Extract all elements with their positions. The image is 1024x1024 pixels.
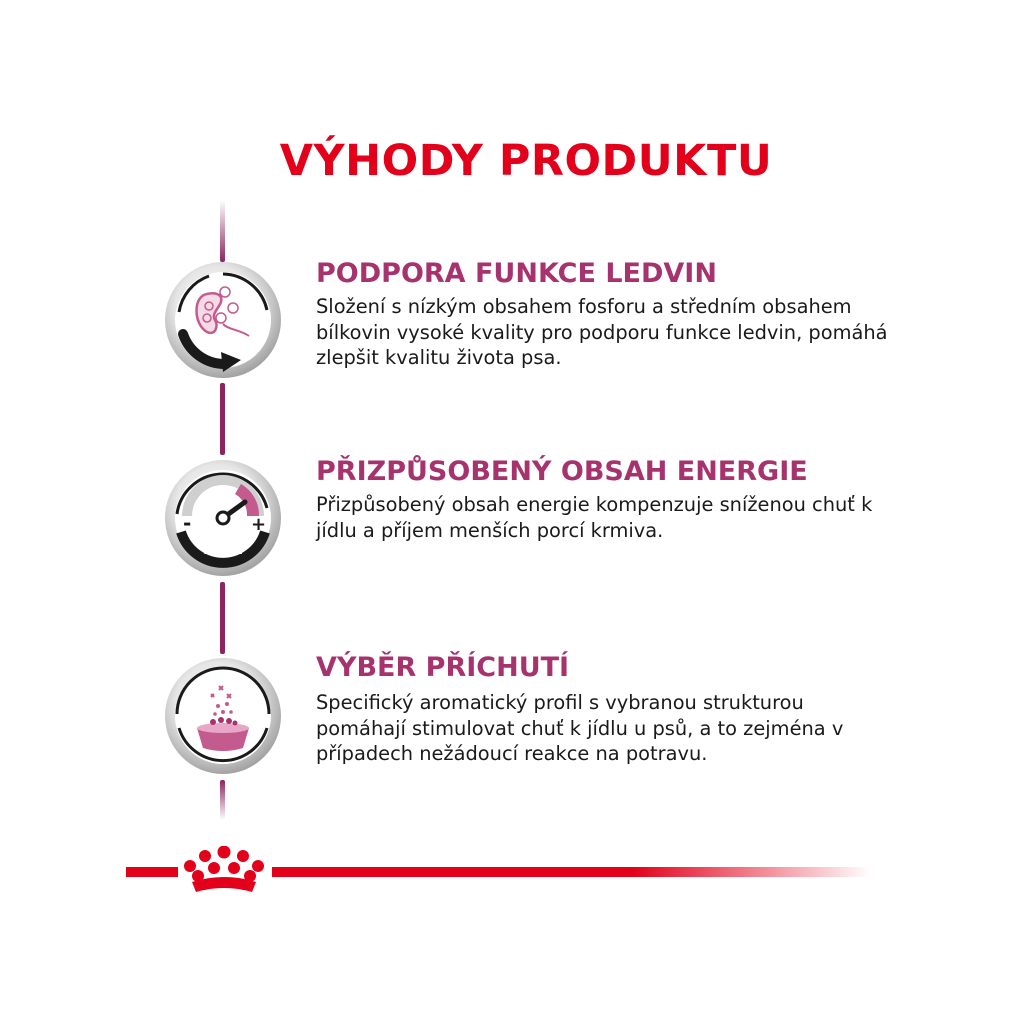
text-line: případech nežádoucí reakce na potravu. xyxy=(316,742,708,765)
text-line: jídlu a příjem menších porcí krmiva. xyxy=(316,518,664,542)
plus-sign: + xyxy=(251,514,267,535)
benefit-text-kidney xyxy=(316,294,916,371)
timeline-line-top xyxy=(220,200,225,262)
benefit-title-energy: PŘIZPŮSOBENÝ OBSAH ENERGIE xyxy=(316,456,808,487)
benefit-text-energy xyxy=(316,492,916,543)
text-line: pomáhají stimulovat chuť k jídlu u psů, a to zejména v xyxy=(316,716,844,740)
food-bowl-aroma-icon xyxy=(163,656,283,776)
timeline-line-bottom xyxy=(220,780,225,820)
timeline-line-segment xyxy=(220,582,225,654)
text-line: bílkovin vysoké kvality pro podporu funkce ledvin, pomáhá xyxy=(316,320,888,344)
timeline-line-segment xyxy=(220,383,225,455)
text-line: Přizpůsobený obsah energie kompenzuje sníženou chuť k xyxy=(316,493,873,516)
page-title: VÝHODY PRODUKTU xyxy=(279,136,773,186)
royal-canin-crown-icon xyxy=(178,846,270,894)
minus-sign: - xyxy=(183,511,192,535)
benefit-title-kidney: PODPORA FUNKCE LEDVIN xyxy=(316,258,717,289)
benefit-title-flavour: VÝBĚR PŘÍCHUTÍ xyxy=(316,652,570,683)
text-line: zlepšit kvalitu života psa. xyxy=(316,346,562,369)
kidney-icon xyxy=(163,260,283,380)
kcal-gauge-icon xyxy=(163,458,283,578)
text-line: Specifický aromatický profil s vybranou strukturou xyxy=(316,691,804,714)
kcal-label: Kcal xyxy=(202,539,244,559)
benefit-text-flavour xyxy=(316,690,916,767)
text-line: Složení s nízkým obsahem fosforu a středním obsahem xyxy=(316,295,852,318)
footer-line-right xyxy=(272,867,872,877)
footer-line-left xyxy=(126,867,178,877)
